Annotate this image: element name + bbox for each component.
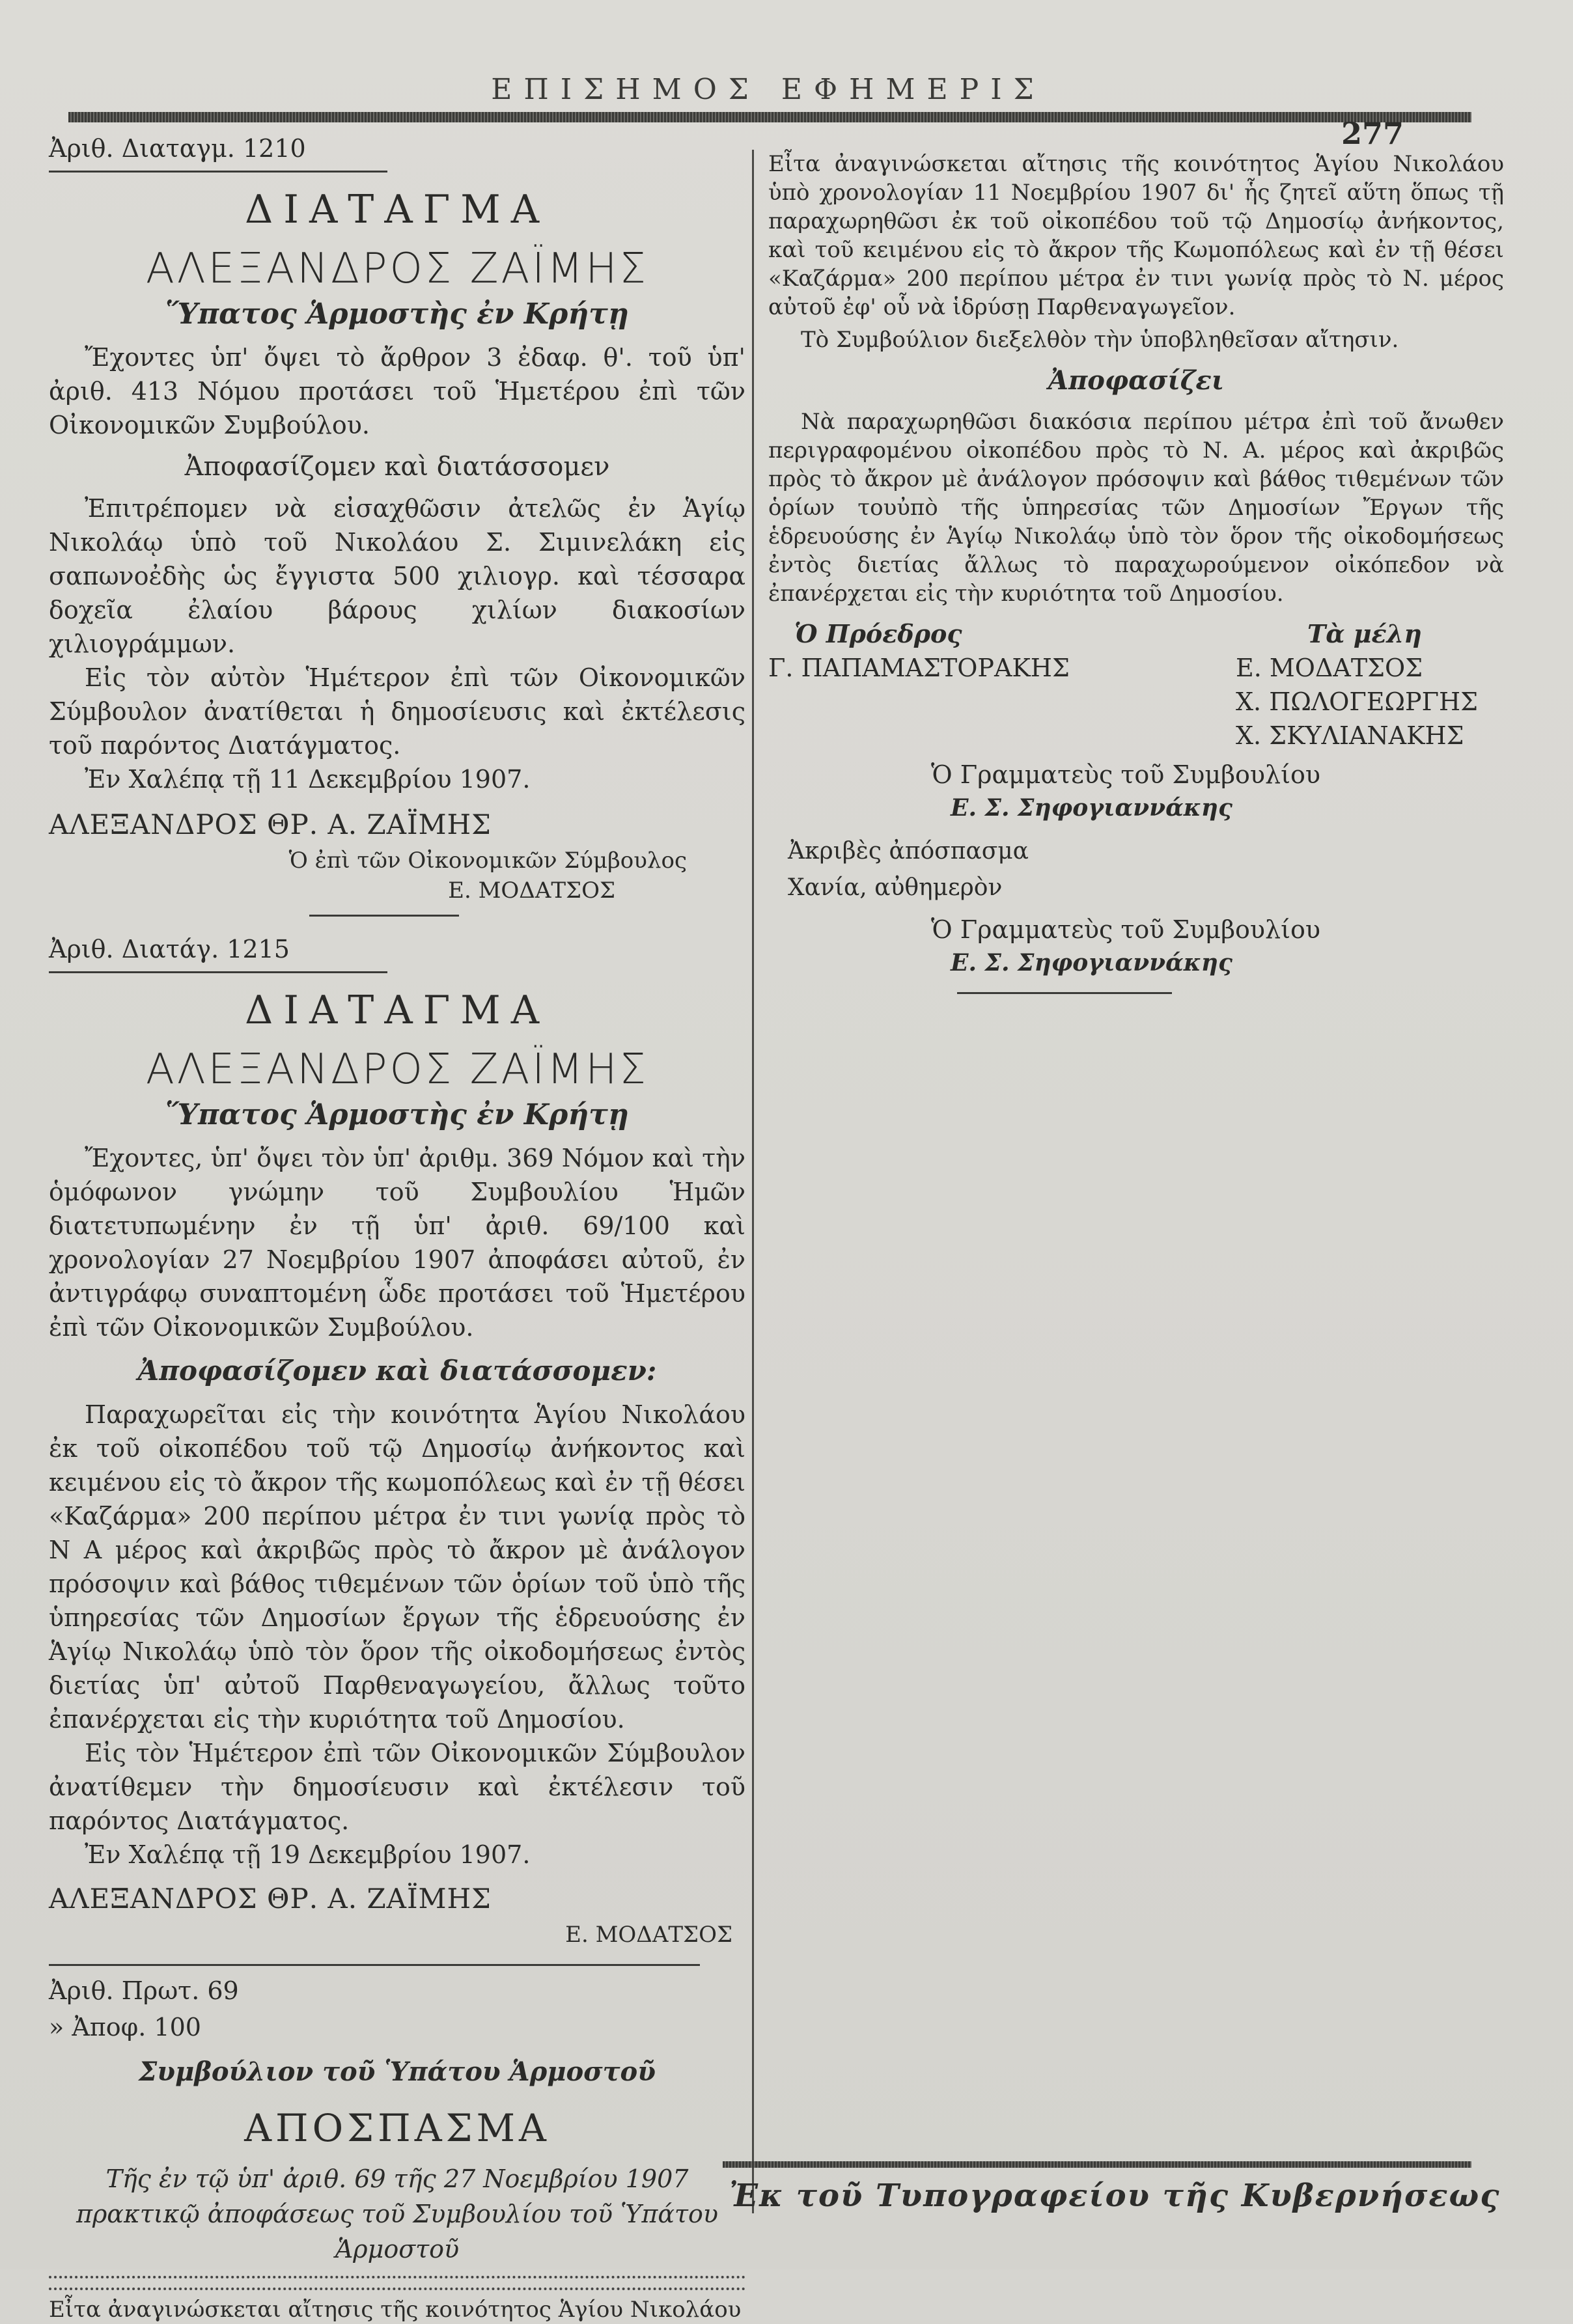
member-name: Ε. ΜΟΔΑΤΣΟΣ <box>1235 654 1423 682</box>
president-name: Γ. ΠΑΠΑΜΑΣΤΟΡΑΚΗΣ <box>768 654 1070 682</box>
extract-council: Συμβούλιον τοῦ Ὑπάτου Ἁρμοστοῦ <box>139 2056 656 2087</box>
place-date: Χανία, αὐθημερὸν <box>788 874 1003 901</box>
decree2-assign: Εἰς τὸν Ἡμέτερον ἐπὶ τῶν Οἰκονομικῶν Σύμβουλον ἀνατίθεμεν τὴν δημοσίευσιν καὶ ἐκτέλεσιν τοῦ παρόντος Διατάγματος. <box>49 1739 745 1835</box>
decree1-signature: ΑΛΕΞΑΝΔΡΟΣ ΘΡ. Α. ΖΑΪΜΗΣ <box>49 809 492 840</box>
dotted-separator <box>49 2272 745 2278</box>
column-divider <box>752 150 754 2213</box>
decree1-countersign-role: Ὁ ἐπὶ τῶν Οἰκονομικῶν Σύμβουλος <box>288 848 687 874</box>
extract-decision: Νὰ παραχωρηθῶσι διακόσια περίπου μέτρα ἐπὶ τοῦ ἄνωθεν περιγραφομένου οἰκοπέδου πρὸς τὸ Ν. Α. μέρος καὶ ἀκριβῶς πρὸς τὸ ἄκρον μὲ ἀνάλογον πρόσοψιν καὶ βάθος τιθεμένων τῶν ὁρίων τουὐπὸ τῆς ὑπηρεσίας τῶν Δημοσίων Ἔργων τῆς ἑδρευούσης ἐν Ἁγίῳ Νικολάῳ ὑπὸ τὸν ὅρον τῆς οἰκοδομήσεως ἐντὸς διετίας ἄλλως τὸ παραχωρούμενον οἰκόπεδον νὰ ἐπανέρχεται εἰς τὴν κυριότητα τοῦ Δημοσίου. <box>768 409 1504 607</box>
president-label: Ὁ Πρόεδρος <box>794 619 962 648</box>
decree1-issuer: ΑΛΕΞΑΝΔΡΟΣ ΖΑΪΜΗΣ <box>146 245 648 293</box>
decree2-preamble: Ἔχοντες, ὑπ' ὄψει τὸν ὑπ' ἀριθμ. 369 Νόμον καὶ τὴν ὁμόφωνον γνώμην τοῦ Συμβουλίου Ἡμῶν διατετυπωμένην ἐν τῇ ὑπ' ἀριθ. 69/100 καὶ χρονολογίαν 27 Νοεμβρίου 1907 ἀποφάσει αὐτοῦ, ἐν ἀντιγράφῳ συναπτομένη ὧδε προτάσει τοῦ Ἡμετέρου ἐπὶ τῶν Οἰκονομικῶν Συμβούλου. <box>49 1144 745 1342</box>
extract-intro-start: Εἶτα ἀναγινώσκεται αἴτησις τῆς κοινότητος Ἁγίου Νικολάου <box>49 2297 742 2323</box>
section-divider <box>957 992 1172 994</box>
printer-imprint: Ἐκ τοῦ Τυπογραφείου τῆς Κυβερνήσεως <box>729 2178 1501 2214</box>
decree1-ref: Ἀριθ. Διαταγμ. 1210 <box>49 130 387 173</box>
decree1-resolve: Ἀποφασίζομεν καὶ διατάσσομεν <box>184 452 610 482</box>
gazette-title: ΕΠΙΣΗΜΟΣ ΕΦΗΜΕΡΙΣ <box>491 73 1046 106</box>
decree1-body: Ἐπιτρέπομεν νὰ εἰσαχθῶσιν ἀτελῶς ἐν Ἁγίῳ Νικολάῳ ὑπὸ τοῦ Νικολάου Σ. Σιμινελάκη εἰς σαπωνοἐδὴς ὡς ἔγγιστα 500 χιλιογρ. καὶ τέσσαρα δοχεῖα ἐλαίου βάρους χιλίων διακοσίων χιλιογράμμων. <box>49 494 745 658</box>
extract-ref-decision: » Ἀποφ. 100 <box>49 2013 201 2041</box>
secretary-name-2: Ε. Σ. Σηφογιαννάκης <box>951 949 1232 976</box>
member-name: Χ. ΠΩΛΟΓΕΩΡΓΗΣ <box>1235 687 1478 716</box>
decree2-resolve: Ἀποφασίζομεν καὶ διατάσσομεν: <box>137 1355 657 1387</box>
decree2-issuer: ΑΛΕΞΑΝΔΡΟΣ ΖΑΪΜΗΣ <box>146 1045 648 1094</box>
left-column <box>49 130 745 2324</box>
extract-decides: Ἀποφασίζει <box>1048 365 1225 396</box>
page-number: 277 <box>1341 116 1404 151</box>
certified-copy: Ἀκριβὲς ἀπόσπασμα <box>788 838 1029 865</box>
decree2-date: Ἐν Χαλέπᾳ τῇ 19 Δεκεμβρίου 1907. <box>85 1840 531 1869</box>
extract-intro: Εἶτα ἀναγινώσκεται αἴτησις τῆς κοινότητος Ἁγίου Νικολάου ὑπὸ χρονολογίαν 11 Νοεμβρίου 1907 δι' ἧς ζητεῖ αὕτη ὅπως τῇ παραχωρηθῶσι ἐκ τοῦ οἰκοπέδου τοῦ τῷ Δημοσίῳ ἀνήκοντος, καὶ τοῦ κειμένου εἰς τὸ ἄκρον τῆς Κωμοπόλεως καὶ ἐν τῇ θέσει «Καζάρμα» 200 περίπου μέτρα ἐν τινι γωνίᾳ πρὸς τὸ Ν. μέρος αὐτοῦ ἐφ' οὗ νὰ ἱδρύσῃ Παρθεναγωγεῖον. <box>768 151 1504 320</box>
footer-rule <box>723 2161 1471 2168</box>
header-rule <box>68 112 1471 122</box>
secretary-label-2: Ὁ Γραμματεὺς τοῦ Συμβουλίου <box>931 915 1320 944</box>
members-label: Τὰ μέλη <box>1307 619 1422 648</box>
secretary-label: Ὁ Γραμματεὺς τοῦ Συμβουλίου <box>931 760 1320 789</box>
decree2-signature: ΑΛΕΞΑΝΔΡΟΣ ΘΡ. Α. ΖΑΪΜΗΣ <box>49 1883 492 1915</box>
decree2-heading: ΔΙΑΤΑΓΜΑ <box>244 988 550 1033</box>
right-column <box>768 150 1504 994</box>
decree1-countersign-name: Ε. ΜΟΔΑΤΣΟΣ <box>448 878 615 904</box>
decree2-issuer-title: Ὕπατος Ἁρμοστὴς ἐν Κρήτῃ <box>165 1098 629 1131</box>
section-divider <box>309 915 459 917</box>
decree1-preamble: Ἔχοντες ὑπ' ὄψει τὸ ἄρθρον 3 ἐδαφ. θ'. τοῦ ὑπ' ἀριθ. 413 Νόμου προτάσει τοῦ Ἡμετέρου ἐπὶ τῶν Οἰκονομικῶν Συμβούλου. <box>49 343 745 439</box>
decree2-body: Παραχωρεῖται εἰς τὴν κοινότητα Ἁγίου Νικολάου ἐκ τοῦ οἰκοπέδου τοῦ τῷ Δημοσίῳ ἀνήκοντος καὶ κειμένου εἰς τὸ ἄκρον τῆς κωμοπόλεως καὶ ἐν τῇ θέσει «Καζάρμα» 200 περίπου μέτρα ἐν τινι γωνίᾳ πρὸς τὸ Ν Α μέρος καὶ ἀκριβῶς πρὸς τὸ ἄκρον μὲ ἀνάλογον πρόσοψιν καὶ βάθος τιθεμένων τῶν ὁρίων τοῦ ὑπὸ τῆς ὑπηρεσίας τῶν Δημοσίων ἔργων τῆς ἑδρευούσης ἐν Ἁγίῳ Νικολάῳ ὑπὸ τὸν ὅρον τῆς οἰκοδομήσεως ἐντὸς διετίας ὑπ' αὐτοῦ Παρθεναγωγείου, ἄλλως τοῦτο ἐπανέρχεται εἰς τὴν κυριότητα τοῦ Δημοσίου. <box>49 1400 745 1734</box>
secretary-name: Ε. Σ. Σηφογιαννάκης <box>951 794 1232 822</box>
decree2-ref: Ἀριθ. Διατάγ. 1215 <box>49 931 387 973</box>
decree1-assign: Εἰς τὸν αὐτὸν Ἡμέτερον ἐπὶ τῶν Οἰκονομικῶν Σύμβουλον ἀνατίθεται ἡ δημοσίευσις καὶ ἐκτέλεσις τοῦ παρόντος Διατάγματος. <box>49 663 745 760</box>
decree2-countersign-name: Ε. ΜΟΔΑΤΣΟΣ <box>565 1922 732 1948</box>
section-divider <box>49 1964 700 1966</box>
extract-subtitle: Τῆς ἐν τῷ ὑπ' ἀριθ. 69 τῆς 27 Νοεμβρίου 1907 πρακτικῷ ἀποφάσεως τοῦ Συμβουλίου τοῦ Ὑπάτου Ἁρμοστοῦ <box>76 2165 719 2263</box>
extract-heading: ΑΠΟΣΠΑΣΜΑ <box>244 2106 550 2150</box>
dotted-separator <box>49 2284 745 2290</box>
extract-council-note: Τὸ Συμβούλιον διεξελθὸν τὴν ὑποβληθεῖσαν αἴτησιν. <box>801 327 1399 353</box>
decree1-heading: ΔΙΑΤΑΓΜΑ <box>244 187 550 232</box>
members-block <box>1236 617 1478 753</box>
decree1-date: Ἐν Χαλέπᾳ τῇ 11 Δεκεμβρίου 1907. <box>85 765 531 794</box>
extract-ref-protocol: Ἀριθ. Πρωτ. 69 <box>49 1976 239 2005</box>
signatures-block <box>768 617 1504 753</box>
president-block <box>768 617 1070 753</box>
decree1-issuer-title: Ὕπατος Ἁρμοστὴς ἐν Κρήτῃ <box>165 297 629 331</box>
member-name: Χ. ΣΚΥΛΙΑΝΑΚΗΣ <box>1235 721 1464 750</box>
